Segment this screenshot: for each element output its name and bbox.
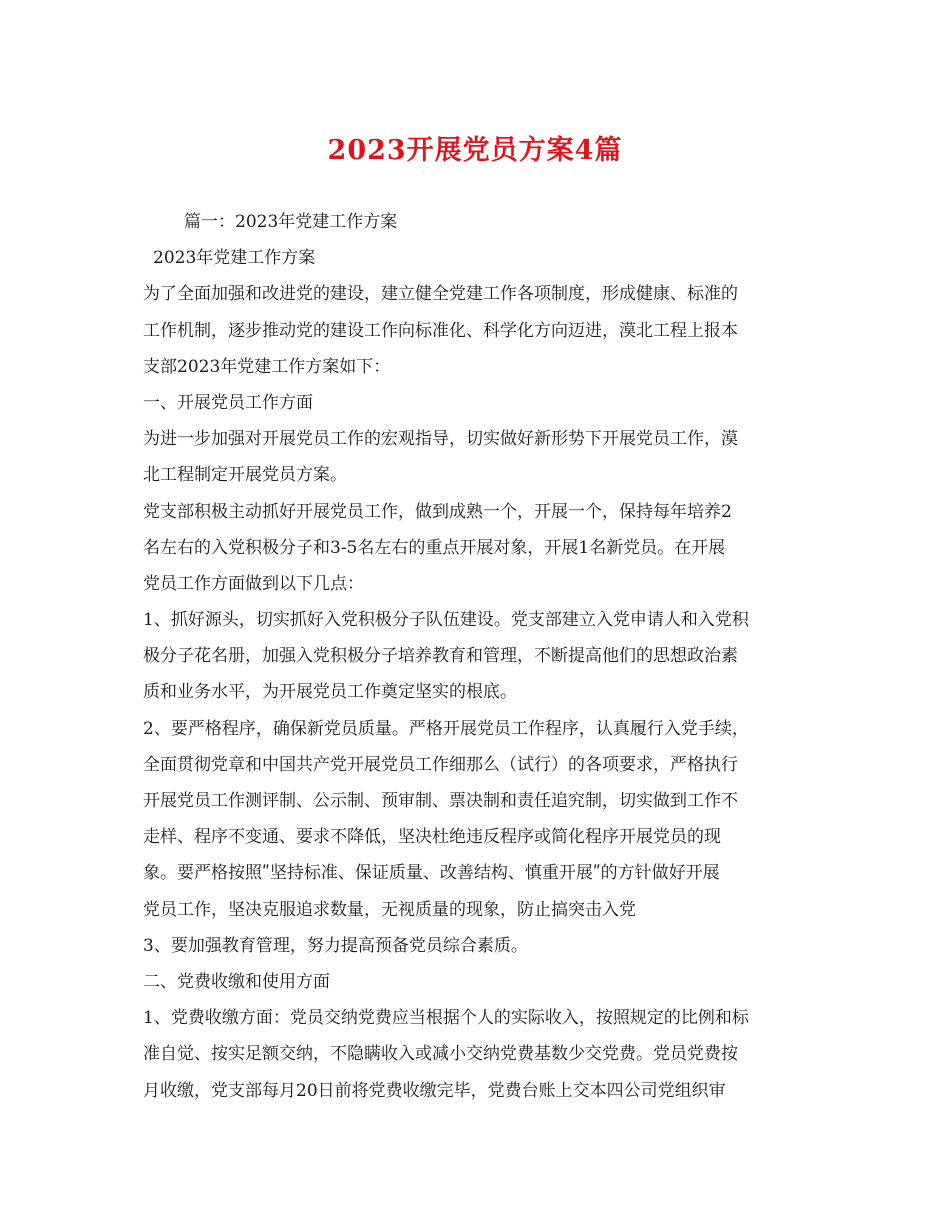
paragraph-line: 名左右的入党积极分子和3-5名左右的重点开展对象，开展1名新党员。在开展 <box>143 537 726 558</box>
paragraph-line: 2、要严格程序，确保新党员质量。严格开展党员工作程序，认真履行入党手续， <box>143 718 749 739</box>
paragraph-line: 支部2023年党建工作方案如下： <box>143 356 391 377</box>
paragraph-line: 党支部积极主动抓好开展党员工作，做到成熟一个，开展一个，保持每年培养2 <box>143 501 732 522</box>
document-title: 2023开展党员方案4篇 <box>327 135 623 166</box>
paragraph-line: 党员工作方面做到以下几点： <box>143 573 364 594</box>
subheading: 2023年党建工作方案 <box>153 248 316 269</box>
paragraph-line: 北工程制定开展党员方案。 <box>143 465 347 486</box>
section-heading: 篇一：2023年党建工作方案 <box>184 212 398 232</box>
paragraph-line: 开展党员工作测评制、公示制、预审制、票决制和责任追究制，切实做到工作不 <box>143 791 738 811</box>
paragraph-line: 准自觉、按实足额交纳，不隐瞒收入或减小交纳党费基数少交党费。党员党费按 <box>143 1044 738 1065</box>
paragraph-line: 为了全面加强和改进党的建设，建立健全党建工作各项制度，形成健康、标准的 <box>143 284 738 305</box>
paragraph-line: 工作机制，逐步推动党的建设工作向标准化、科学化方向迈进，漠北工程上报本 <box>143 320 738 341</box>
paragraph-line: 月收缴，党支部每月20日前将党费收缴完毕，党费台账上交本四公司党组织审 <box>143 1080 726 1101</box>
section-heading: 一、开展党员工作方面 <box>143 392 313 413</box>
paragraph-line: 全面贯彻党章和中国共产党开展党员工作细那么（试行）的各项要求，严格执行 <box>143 754 738 775</box>
paragraph-line: 党员工作，坚决克服追求数量，无视质量的现象，防止搞突击入党 <box>143 899 636 920</box>
paragraph-line: 3、要加强教育管理，努力提高预备党员综合素质。 <box>143 935 528 956</box>
document-body <box>143 204 823 1109</box>
paragraph-line: 质和业务水平，为开展党员工作奠定坚实的根底。 <box>143 682 517 703</box>
paragraph-line: 走样、程序不变通、要求不降低，坚决杜绝违反程序或简化程序开展党员的现 <box>143 827 721 848</box>
paragraph-line: 1、抓好源头，切实抓好入党积极分子队伍建设。党支部建立入党申请人和入党积 <box>143 610 749 631</box>
paragraph-line: 1、党费收缴方面：党员交纳党费应当根据个人的实际收入，按照规定的比例和标 <box>143 1008 749 1029</box>
paragraph-line: 为进一步加强对开展党员工作的宏观指导，切实做好新形势下开展党员工作，漠 <box>143 429 738 450</box>
paragraph-line: 极分子花名册，加强入党积极分子培养教育和管理，不断提高他们的思想政治素 <box>143 646 738 667</box>
section-heading: 二、党费收缴和使用方面 <box>143 971 330 992</box>
paragraph-line: 象。要严格按照ʺ坚持标准、保证质量、改善结构、慎重开展ʺ的方针做好开展 <box>143 863 720 884</box>
